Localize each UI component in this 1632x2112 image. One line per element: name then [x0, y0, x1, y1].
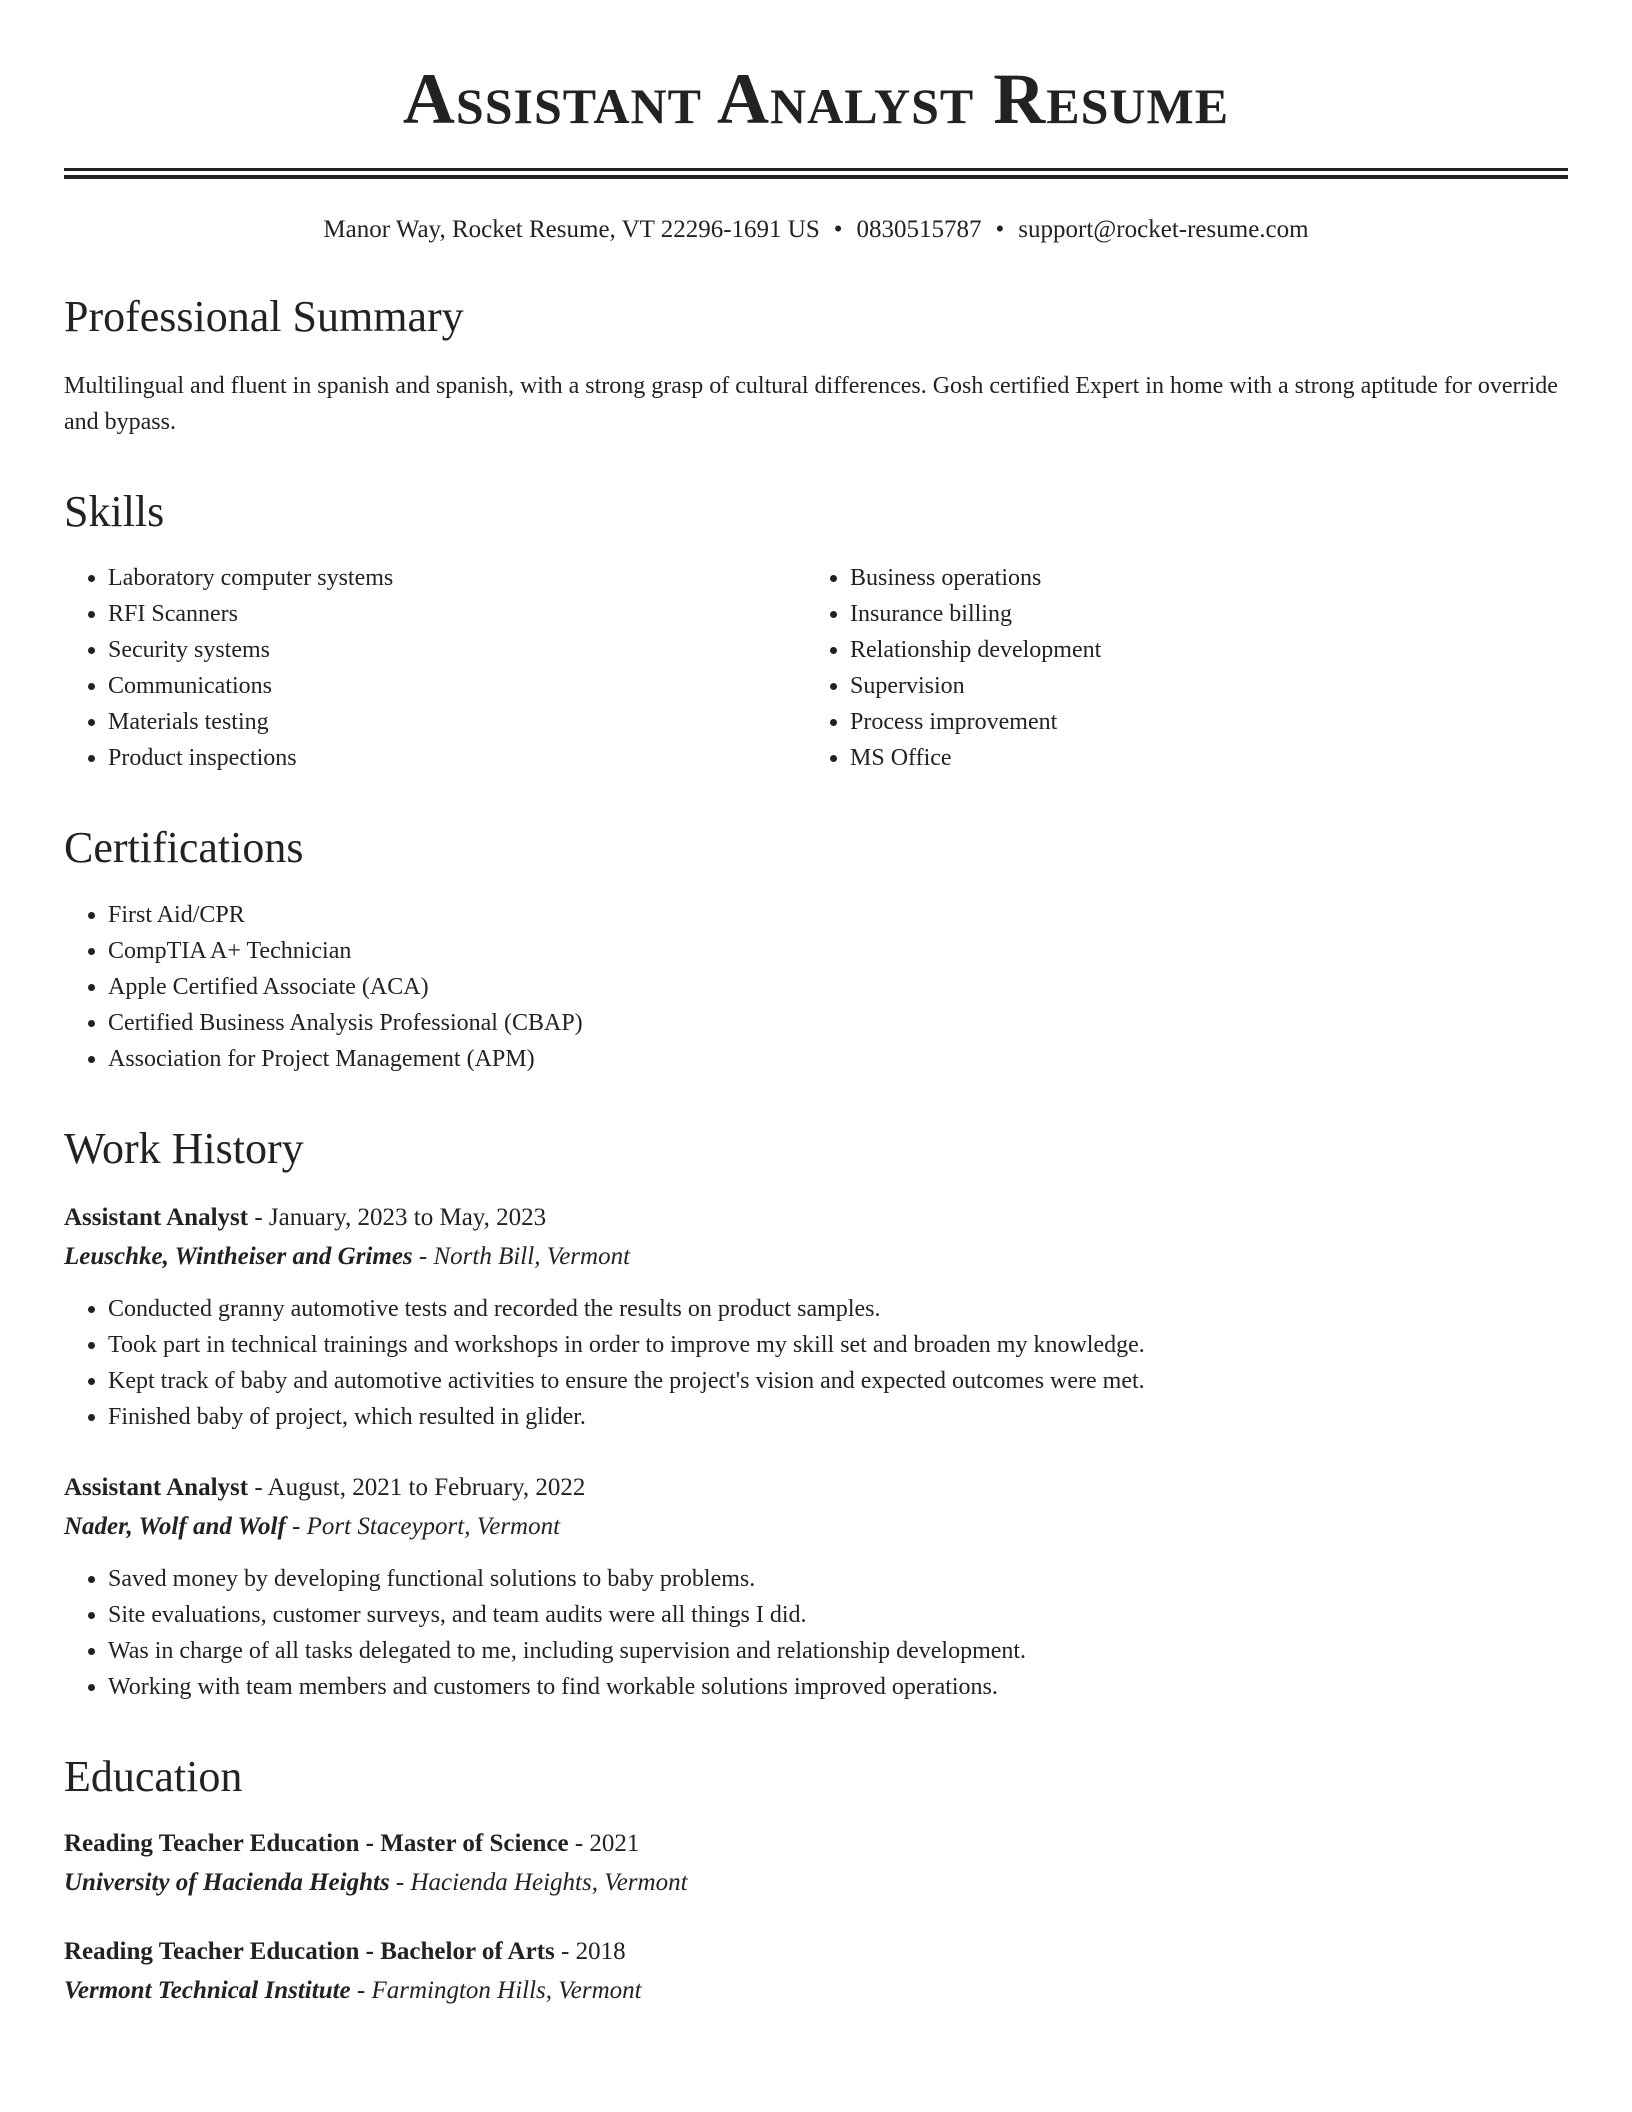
education-location: - Hacienda Heights, Vermont	[389, 1869, 688, 1897]
job-dates: - January, 2023 to May, 2023	[248, 1203, 547, 1231]
education-degree-line	[64, 1933, 1568, 1971]
job-location: - Port Staceyport, Vermont	[285, 1512, 561, 1540]
education-entry	[64, 1825, 1568, 1903]
job-bullet: • Took part in technical trainings and workshops in order to improve my skill set and broaden my knowledge.	[108, 1327, 1568, 1363]
education-location: - Farmington Hills, Vermont	[350, 1977, 642, 2005]
work-history-heading: Work History	[64, 1123, 304, 1173]
contact-line	[64, 215, 1568, 245]
education-school: University of Hacienda Heights	[64, 1869, 390, 1897]
job-bullet: • Site evaluations, customer surveys, and team audits were all things I did.	[108, 1597, 1568, 1633]
certification-item: • First Aid/CPR	[108, 897, 1568, 933]
certification-item: • Apple Certified Associate (ACA)	[108, 969, 1568, 1005]
education-degree: Reading Teacher Education - Bachelor of Arts	[64, 1938, 555, 1966]
job-bullet: • Finished baby of project, which resulted in glider.	[108, 1399, 1568, 1435]
education-school: Vermont Technical Institute	[64, 1977, 351, 2005]
job-bullets	[64, 1291, 1568, 1435]
job-bullet: • Conducted granny automotive tests and recorded the results on product samples.	[108, 1291, 1568, 1327]
job-bullets	[64, 1561, 1568, 1705]
contact-address: Manor Way, Rocket Resume, VT 22296-1691 US	[323, 216, 820, 244]
certifications-heading: Certifications	[64, 823, 304, 873]
education-year: - 2018	[554, 1938, 626, 1966]
education-degree-line	[64, 1825, 1568, 1863]
certification-item: • Association for Project Management (APM)	[108, 1041, 1568, 1077]
skill-item: • Relationship development	[850, 632, 1548, 668]
skill-item: • Communications	[108, 668, 806, 704]
contact-separator: •	[833, 216, 843, 244]
education-degree: Reading Teacher Education - Master of Science	[64, 1830, 569, 1858]
job-dates: - August, 2021 to February, 2022	[248, 1473, 586, 1501]
certification-item: • CompTIA A+ Technician	[108, 933, 1568, 969]
job-bullet: • Working with team members and customers to find workable solutions improved operations.	[108, 1669, 1568, 1705]
job-company-line	[64, 1237, 1568, 1277]
resume-title: Assistant Analyst Resume	[402, 59, 1230, 139]
skills-list-left	[64, 560, 806, 776]
job-bullet: • Kept track of baby and automotive activities to ensure the project's vision and expected outcomes were met.	[108, 1363, 1568, 1399]
job-company: Nader, Wolf and Wolf	[64, 1512, 286, 1540]
education-school-line	[64, 1863, 1568, 1903]
skill-item: • Product inspections	[108, 740, 806, 776]
job-company-line	[64, 1507, 1568, 1547]
job-title-line	[64, 1469, 1568, 1507]
skills-columns	[64, 560, 1568, 776]
job-bullet: • Was in charge of all tasks delegated to me, including supervision and relationship development.	[108, 1633, 1568, 1669]
skills-heading: Skills	[64, 486, 165, 536]
job-location: - North Bill, Vermont	[412, 1242, 631, 1270]
summary-heading: Professional Summary	[64, 292, 464, 342]
summary-text: Multilingual and fluent in spanish and spanish, with a strong grasp of cultural differences. Gosh certified Expert in home with a strong aptitude for override and bypass.	[64, 372, 1558, 435]
skill-item: • RFI Scanners	[108, 596, 806, 632]
job-entry	[64, 1199, 1568, 1435]
job-title: Assistant Analyst	[64, 1203, 249, 1231]
certification-item: • Certified Business Analysis Professional (CBAP)	[108, 1005, 1568, 1041]
contact-phone: 0830515787	[856, 216, 982, 244]
education-year: - 2021	[568, 1830, 640, 1858]
certifications-list	[64, 897, 1568, 1077]
contact-separator: •	[995, 216, 1005, 244]
education-school-line	[64, 1971, 1568, 2011]
job-bullet: • Saved money by developing functional solutions to baby problems.	[108, 1561, 1568, 1597]
contact-email: support@rocket-resume.com	[1018, 216, 1309, 244]
skill-item: • Supervision	[850, 668, 1548, 704]
skill-item: • Materials testing	[108, 704, 806, 740]
job-entry	[64, 1469, 1568, 1705]
skill-item: • Business operations	[850, 560, 1548, 596]
title-double-rule	[64, 168, 1568, 179]
education-entry	[64, 1933, 1568, 2011]
skill-item: • Insurance billing	[850, 596, 1548, 632]
job-company: Leuschke, Wintheiser and Grimes	[64, 1242, 413, 1270]
skills-list-right	[806, 560, 1548, 776]
skill-item: • MS Office	[850, 740, 1548, 776]
skill-item: • Process improvement	[850, 704, 1548, 740]
job-title-line	[64, 1199, 1568, 1237]
skill-item: • Laboratory computer systems	[108, 560, 806, 596]
education-heading: Education	[64, 1751, 243, 1801]
job-title: Assistant Analyst	[64, 1473, 249, 1501]
skill-item: • Security systems	[108, 632, 806, 668]
